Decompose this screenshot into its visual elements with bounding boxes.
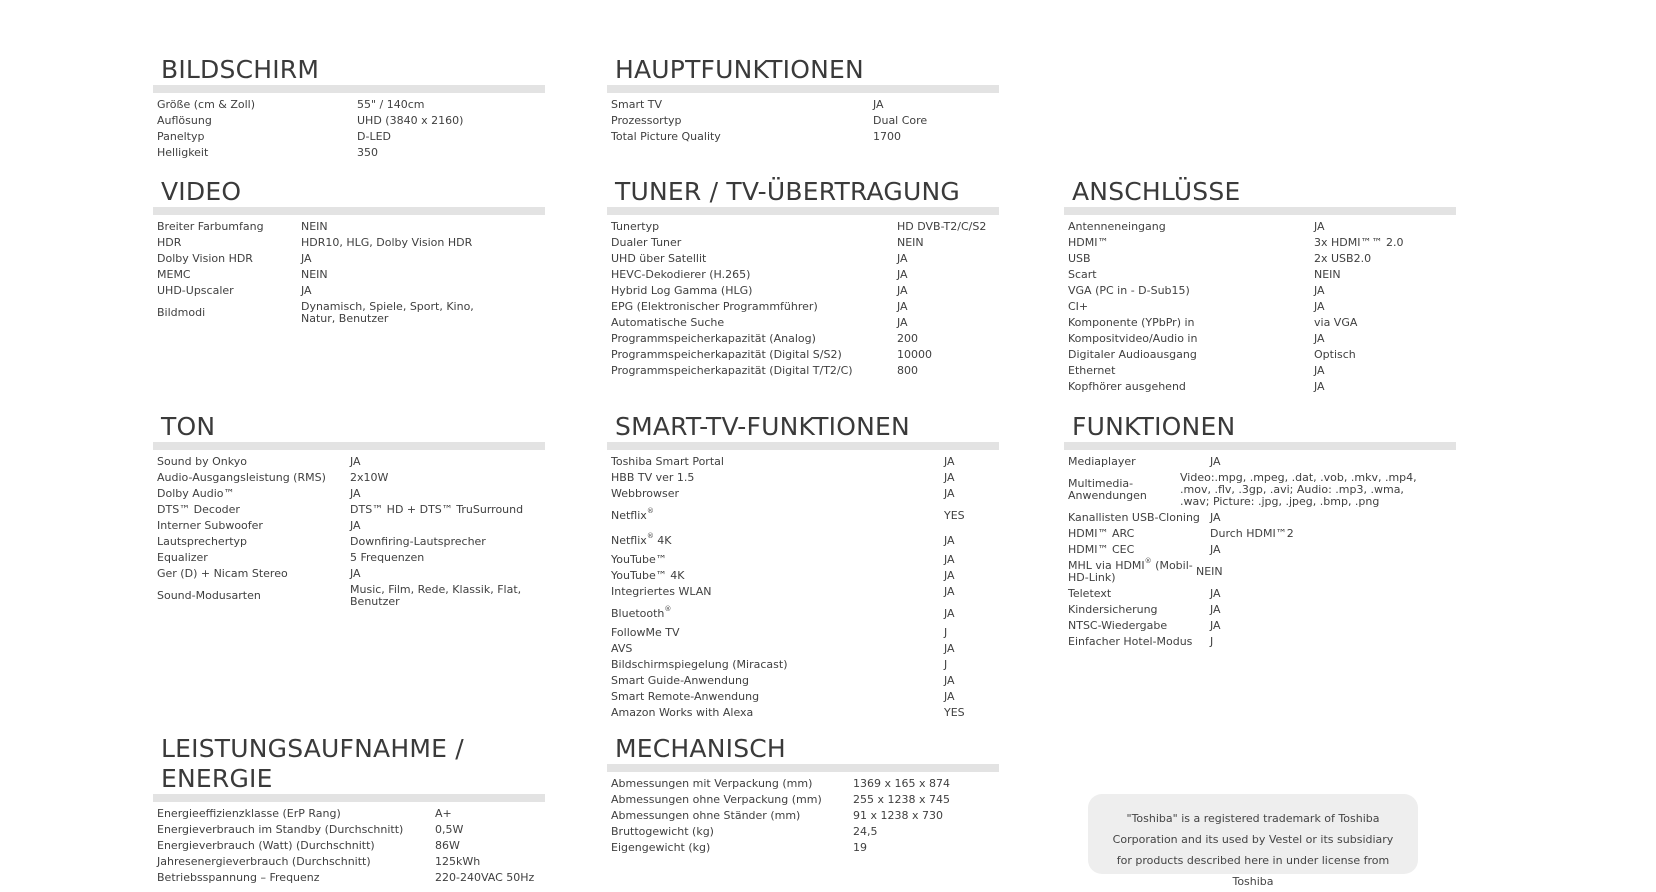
spec-label: UHD-Upscaler (157, 284, 234, 297)
spec-row (1068, 558, 1456, 586)
spec-value: 24,5 (853, 825, 878, 838)
spec-value: JA (1314, 284, 1325, 297)
spec-label: Dolby Vision HDR (157, 252, 253, 265)
spec-row (611, 641, 999, 657)
section-smart-tv (607, 412, 999, 721)
section-divider (1064, 207, 1456, 215)
spec-label: DTS™ Decoder (157, 503, 240, 516)
spec-label: YouTube™ 4K (611, 569, 685, 582)
spec-row (157, 129, 545, 145)
spec-label: Paneltyp (157, 130, 205, 143)
section-title: TUNER / TV-ÜBERTRAGUNG (615, 177, 960, 206)
spec-label: Ethernet (1068, 364, 1116, 377)
spec-row (611, 673, 999, 689)
spec-row (1068, 618, 1456, 634)
spec-row (1068, 379, 1456, 395)
spec-value: 5 Frequenzen (350, 551, 425, 564)
spec-value: Durch HDMI™2 (1210, 527, 1294, 540)
spec-label: Energieverbrauch (Watt) (Durchschnitt) (157, 839, 375, 852)
spec-value: JA (1210, 511, 1221, 524)
netflix-label: Netflix (611, 509, 647, 522)
spec-row (611, 331, 999, 347)
spec-value: 19 (853, 841, 867, 854)
spec-label: Integriertes WLAN (611, 585, 712, 598)
section-tuner (607, 177, 999, 379)
spec-value: JA (897, 252, 908, 265)
section-title: FUNKTIONEN (1072, 412, 1236, 441)
spec-label: NTSC-Wiedergabe (1068, 619, 1168, 632)
spec-label: Komponente (YPbPr) in (1068, 316, 1195, 329)
spec-value: HDR10, HLG, Dolby Vision HDR (301, 236, 473, 249)
spec-value: JA (944, 585, 955, 598)
spec-label: Einfacher Hotel-Modus (1068, 635, 1193, 648)
spec-value: 125kWh (435, 855, 481, 868)
spec-row (1068, 510, 1456, 526)
spec-row (1068, 586, 1456, 602)
spec-label: Teletext (1068, 587, 1112, 600)
spec-value: NEIN (301, 268, 328, 281)
spec-value: 1369 x 165 x 874 (853, 777, 950, 790)
spec-value: 350 (357, 146, 378, 159)
spec-value: J (1210, 635, 1214, 648)
section-divider (607, 764, 999, 772)
spec-label: Dolby Audio™ (157, 487, 235, 500)
spec-value: JA (897, 316, 908, 329)
spec-label: UHD über Satellit (611, 252, 707, 265)
section-divider (153, 794, 545, 802)
trademark-note-text: "Toshiba" is a registered trademark of Toshiba Corporation and its used by Vestel or its subsidiary for products described here in under license from Toshiba (1112, 812, 1394, 888)
spec-label: MEMC (157, 268, 191, 281)
spec-value: JA (350, 487, 361, 500)
spec-value: J (944, 626, 948, 639)
section-divider (607, 442, 999, 450)
spec-value: A+ (435, 807, 452, 820)
spec-label: Webbrowser (611, 487, 679, 500)
section-divider (607, 207, 999, 215)
spec-row (611, 283, 999, 299)
spec-row (157, 251, 545, 267)
section-hauptfunktionen (607, 55, 999, 145)
section-divider (607, 85, 999, 93)
spec-label: Sound-Modusarten (157, 589, 261, 602)
spec-value: 91 x 1238 x 730 (853, 809, 943, 822)
spec-value: JA (1210, 619, 1221, 632)
spec-label: Betriebsspannung – Frequenz (157, 871, 320, 884)
spec-value: JA (897, 300, 908, 313)
spec-row (1068, 634, 1456, 650)
spec-label: Total Picture Quality (611, 130, 721, 143)
spec-row (1068, 219, 1456, 235)
spec-row (157, 145, 545, 161)
spec-label: EPG (Elektronischer Programmführer) (611, 300, 818, 313)
spec-row (611, 315, 999, 331)
section-anschluesse (1064, 177, 1456, 395)
spec-value: Dynamisch, Spiele, Sport, Kino, Natur, Benutzer (301, 300, 474, 325)
spec-row (157, 518, 545, 534)
spec-label: Prozessortyp (611, 114, 682, 127)
spec-row (157, 582, 545, 610)
spec-value: Video:.mpg, .mpeg, .dat, .vob, .mkv, .mp4, .mov, .flv, .3gp, .avi; Audio: .mp3, .wma, .wav; Picture: .jpg, .jpeg, .bmp, .png (1180, 471, 1417, 508)
spec-row (1068, 602, 1456, 618)
spec-label: Energieverbrauch im Standby (Durchschnitt) (157, 823, 404, 836)
spec-value: NEIN (1314, 268, 1341, 281)
spec-label: Größe (cm & Zoll) (157, 98, 256, 111)
spec-value: JA (1210, 455, 1221, 468)
spec-value: JA (944, 569, 955, 582)
spec-value: HD DVB-T2/C/S2 (897, 220, 987, 233)
spec-value: 1700 (873, 130, 901, 143)
spec-row (611, 657, 999, 673)
netflix-label: Netflix (611, 534, 647, 547)
spec-value: JA (301, 252, 312, 265)
spec-value: JA (1314, 332, 1325, 345)
spec-label: Equalizer (157, 551, 208, 564)
bluetooth-label: Bluetooth (611, 607, 665, 620)
spec-row (157, 502, 545, 518)
spec-row (157, 822, 545, 838)
section-divider (153, 442, 545, 450)
spec-label: Kompositvideo/Audio in (1068, 332, 1198, 345)
spec-label: HDMI™ (1068, 236, 1109, 249)
spec-label: AVS (611, 642, 633, 655)
spec-label: Programmspeicherkapazität (Analog) (611, 332, 816, 345)
spec-row (1068, 526, 1456, 542)
spec-label: Dualer Tuner (611, 236, 682, 249)
spec-label: HEVC-Dekodierer (H.265) (611, 268, 751, 281)
spec-label: Interner Subwoofer (157, 519, 263, 532)
section-divider (153, 207, 545, 215)
spec-value: DTS™ HD + DTS™ TruSurround (350, 503, 524, 516)
spec-label: Bildschirmspiegelung (Miracast) (611, 658, 788, 671)
section-title: VIDEO (161, 177, 242, 206)
spec-label: Programmspeicherkapazität (Digital S/S2) (611, 348, 842, 361)
spec-label: Antenneneingang (1068, 220, 1166, 233)
spec-value: 86W (435, 839, 460, 852)
spec-row (611, 584, 999, 600)
spec-value: JA (1210, 603, 1221, 616)
spec-value: Downfiring-Lautsprecher (350, 535, 486, 548)
spec-value: JA (1210, 587, 1221, 600)
spec-label (611, 508, 944, 524)
section-title: SMART-TV-FUNKTIONEN (615, 412, 910, 441)
spec-value: JA (1314, 380, 1325, 393)
spec-row (611, 568, 999, 584)
spec-row (157, 806, 545, 822)
spec-label: Abmessungen ohne Ständer (mm) (611, 809, 801, 822)
spec-value: JA (944, 553, 955, 566)
spec-row (611, 824, 999, 840)
spec-row (157, 235, 545, 251)
spec-label (1068, 557, 1196, 584)
spec-label: Energieeffizienzklasse (ErP Rang) (157, 807, 341, 820)
section-video (153, 177, 545, 327)
spec-label: Smart TV (611, 98, 663, 111)
spec-label: Scart (1068, 268, 1097, 281)
spec-value: JA (1210, 543, 1221, 556)
spec-value: 800 (897, 364, 918, 377)
spec-label: Kanallisten USB-Cloning (1068, 511, 1200, 524)
spec-value: JA (301, 284, 312, 297)
spec-row (1068, 283, 1456, 299)
spec-row (157, 97, 545, 113)
spec-value: JA (944, 487, 955, 500)
spec-label: Toshiba Smart Portal (611, 455, 724, 468)
spec-value: 55" / 140cm (357, 98, 425, 111)
spec-value: 200 (897, 332, 918, 345)
spec-label: Auflösung (157, 114, 212, 127)
trademark-note (1088, 794, 1418, 888)
section-energie (153, 734, 545, 886)
spec-label: Mediaplayer (1068, 455, 1136, 468)
spec-value: Music, Film, Rede, Klassik, Flat, Benutzer (350, 583, 522, 608)
spec-value: NEIN (1196, 565, 1223, 578)
spec-label: Helligkeit (157, 146, 209, 159)
spec-value: YES (944, 509, 965, 522)
spec-value: 220-240VAC 50Hz (435, 871, 535, 884)
spec-row (611, 600, 999, 625)
spec-label (611, 606, 944, 622)
spec-row (611, 251, 999, 267)
spec-row (1068, 267, 1456, 283)
spec-label: VGA (PC in - D-Sub15) (1068, 284, 1190, 297)
spec-value: YES (944, 706, 965, 719)
spec-row (157, 283, 545, 299)
spec-row (1068, 470, 1456, 510)
spec-row (611, 625, 999, 641)
section-title: LEISTUNGSAUFNAHME / ENERGIE (161, 734, 464, 793)
spec-row (611, 527, 999, 552)
spec-row (157, 267, 545, 283)
spec-label (611, 533, 944, 549)
spec-row (611, 502, 999, 527)
spec-value: Optisch (1314, 348, 1356, 361)
spec-row (611, 113, 999, 129)
spec-row (611, 792, 999, 808)
spec-value: JA (944, 534, 955, 547)
spec-label: Eigengewicht (kg) (611, 841, 711, 854)
spec-value: JA (350, 455, 361, 468)
spec-label: Amazon Works with Alexa (611, 706, 754, 719)
spec-row (157, 299, 545, 327)
spec-value: 2x10W (350, 471, 389, 484)
spec-row (611, 470, 999, 486)
spec-label: Audio-Ausgangsleistung (RMS) (157, 471, 326, 484)
spec-value: JA (944, 690, 955, 703)
spec-row (611, 552, 999, 568)
spec-row (157, 454, 545, 470)
spec-label: YouTube™ (611, 553, 667, 566)
spec-value: JA (944, 471, 955, 484)
section-divider (1064, 442, 1456, 450)
spec-value: 0,5W (435, 823, 464, 836)
spec-value: J (944, 658, 948, 671)
spec-row (1068, 235, 1456, 251)
spec-value: 10000 (897, 348, 932, 361)
spec-label: Multimedia-Anwendungen (1068, 477, 1147, 502)
spec-row (1068, 542, 1456, 558)
spec-value: JA (1314, 300, 1325, 313)
spec-value: JA (1314, 220, 1325, 233)
spec-row (611, 347, 999, 363)
spec-row (1068, 251, 1456, 267)
spec-value: JA (350, 567, 361, 580)
spec-row (611, 299, 999, 315)
spec-label: Programmspeicherkapazität (Digital T/T2/C) (611, 364, 853, 377)
spec-label: Smart Remote-Anwendung (611, 690, 760, 703)
spec-row (611, 267, 999, 283)
spec-label: HBB TV ver 1.5 (611, 471, 695, 484)
spec-label: Automatische Suche (611, 316, 725, 329)
spec-label: Kopfhörer ausgehend (1068, 380, 1186, 393)
spec-value: 2x USB2.0 (1314, 252, 1372, 265)
section-title: HAUPTFUNKTIONEN (615, 55, 864, 84)
spec-row (611, 219, 999, 235)
spec-row (611, 235, 999, 251)
spec-label: USB (1068, 252, 1091, 265)
spec-label: Lautsprechertyp (157, 535, 248, 548)
spec-label: Bildmodi (157, 306, 206, 319)
spec-value: JA (944, 642, 955, 655)
spec-label: Abmessungen mit Verpackung (mm) (611, 777, 813, 790)
spec-row (1068, 363, 1456, 379)
spec-value: Dual Core (873, 114, 928, 127)
mhl-suffix: (Mobil-HD-Link) (1068, 559, 1193, 584)
registered-mark: ® (646, 532, 654, 540)
spec-label: Sound by Onkyo (157, 455, 247, 468)
spec-row (157, 550, 545, 566)
spec-value: via VGA (1314, 316, 1358, 329)
spec-row (157, 870, 545, 886)
registered-mark: ® (664, 605, 672, 613)
spec-row (157, 219, 545, 235)
spec-row (611, 705, 999, 721)
spec-row (1068, 299, 1456, 315)
spec-row (611, 486, 999, 502)
spec-label: Digitaler Audioausgang (1068, 348, 1197, 361)
spec-label: Abmessungen ohne Verpackung (mm) (611, 793, 822, 806)
spec-row (1068, 331, 1456, 347)
spec-label: FollowMe TV (611, 626, 680, 639)
spec-row (611, 129, 999, 145)
spec-label: Hybrid Log Gamma (HLG) (611, 284, 753, 297)
spec-value: JA (873, 98, 884, 111)
spec-row (611, 776, 999, 792)
section-funktionen (1064, 412, 1456, 650)
spec-label: HDMI™ CEC (1068, 543, 1135, 556)
spec-row (157, 470, 545, 486)
spec-row (1068, 315, 1456, 331)
netflix-4k-suffix: 4K (653, 534, 672, 547)
spec-row (157, 566, 545, 582)
spec-label: Ger (D) + Nicam Stereo (157, 567, 288, 580)
spec-row (157, 854, 545, 870)
section-title: TON (161, 412, 216, 441)
spec-label: Kindersicherung (1068, 603, 1158, 616)
section-bildschirm (153, 55, 545, 161)
spec-value: 3x HDMI™™ 2.0 (1314, 236, 1404, 249)
spec-label: HDR (157, 236, 182, 249)
spec-row (611, 363, 999, 379)
spec-row (157, 113, 545, 129)
spec-row (157, 534, 545, 550)
spec-value: NEIN (301, 220, 328, 233)
spec-value: 255 x 1238 x 745 (853, 793, 950, 806)
spec-row (1068, 347, 1456, 363)
section-divider (153, 85, 545, 93)
spec-value: JA (897, 284, 908, 297)
spec-value: JA (944, 455, 955, 468)
spec-value: NEIN (897, 236, 924, 249)
spec-label: Breiter Farbumfang (157, 220, 264, 233)
spec-label: Tunertyp (611, 220, 660, 233)
spec-value: D-LED (357, 130, 391, 143)
spec-value: JA (1314, 364, 1325, 377)
spec-row (1068, 454, 1456, 470)
spec-row (611, 808, 999, 824)
section-title: MECHANISCH (615, 734, 786, 763)
spec-label: Smart Guide-Anwendung (611, 674, 749, 687)
spec-value: JA (897, 268, 908, 281)
spec-row (611, 97, 999, 113)
spec-label: CI+ (1068, 300, 1089, 313)
spec-label: HDMI™ ARC (1068, 527, 1135, 540)
spec-value: UHD (3840 x 2160) (357, 114, 464, 127)
section-title: BILDSCHIRM (161, 55, 320, 84)
section-mechanisch (607, 734, 999, 856)
spec-label: Bruttogewicht (kg) (611, 825, 714, 838)
spec-value: JA (350, 519, 361, 532)
registered-mark: ® (1144, 557, 1152, 565)
spec-row (611, 689, 999, 705)
spec-row (157, 486, 545, 502)
mhl-label: MHL via HDMI (1068, 559, 1145, 572)
registered-mark: ® (646, 507, 654, 515)
section-title: ANSCHLÜSSE (1072, 177, 1241, 206)
spec-value: JA (944, 607, 955, 620)
spec-label: Jahresenergieverbrauch (Durchschnitt) (157, 855, 371, 868)
section-ton (153, 412, 545, 610)
spec-value: JA (944, 674, 955, 687)
spec-row (157, 838, 545, 854)
spec-row (611, 454, 999, 470)
spec-row (611, 840, 999, 856)
